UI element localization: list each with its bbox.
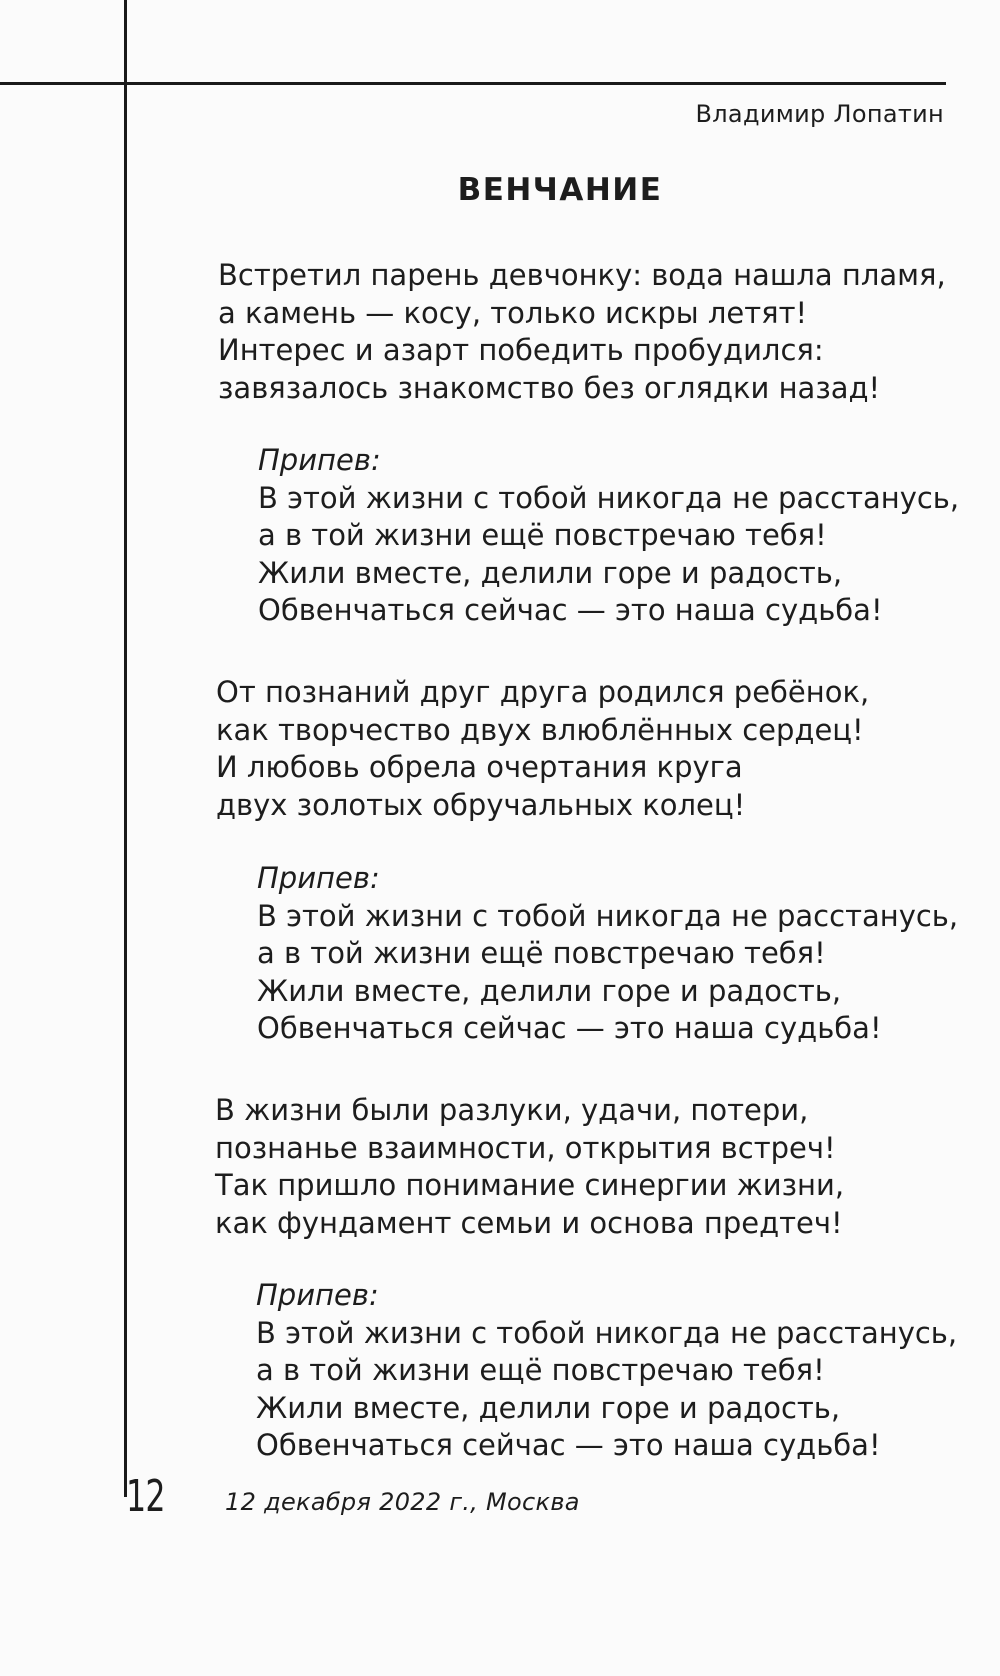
chorus-line: В этой жизни с тобой никогда не расстанусь, xyxy=(258,480,960,515)
chorus-label: Припев: xyxy=(257,861,380,895)
page-number: 12 xyxy=(126,1471,165,1522)
chorus-line: а в той жизни ещё повстречаю тебя! xyxy=(257,936,826,971)
verse-line: В жизни были разлуки, удачи, потери, xyxy=(215,1093,809,1127)
chorus-line: а в той жизни ещё повстречаю тебя! xyxy=(258,518,827,553)
chorus-3 xyxy=(256,1277,957,1465)
vertical-margin-rule xyxy=(124,0,127,1497)
poem-title: ВЕНЧАНИЕ xyxy=(457,172,663,208)
chorus-label: Припев: xyxy=(256,1278,379,1312)
chorus-line: Жили вместе, делили горе и радость, xyxy=(258,555,843,590)
verse-line: Интерес и азарт победить пробудился: xyxy=(218,333,824,368)
chorus-line: Обвенчаться сейчас — это наша судьба! xyxy=(256,1428,881,1463)
verse-line: познанье взаимности, открытия встреч! xyxy=(215,1130,836,1165)
verse-line: как творчество двух влюблённых сердец! xyxy=(216,712,864,747)
chorus-label: Припев: xyxy=(258,443,381,477)
verse-2 xyxy=(216,674,869,824)
verse-3 xyxy=(215,1092,844,1242)
chorus-line: В этой жизни с тобой никогда не расстанусь, xyxy=(257,898,959,933)
chorus-line: В этой жизни с тобой никогда не расстанусь, xyxy=(256,1315,958,1350)
verse-line: а камень — косу, только искры летят! xyxy=(218,295,808,330)
chorus-line: Обвенчаться сейчас — это наша судьба! xyxy=(258,593,883,628)
verse-line: как фундамент семьи и основа предтеч! xyxy=(215,1205,843,1240)
chorus-line: а в той жизни ещё повстречаю тебя! xyxy=(256,1353,825,1388)
verse-line: От познаний друг друга родился ребёнок, xyxy=(216,675,870,709)
verse-line: Встретил парень девчонку: вода нашла пламя, xyxy=(218,258,946,292)
verse-line: двух золотых обручальных колец! xyxy=(216,787,746,822)
chorus-line: Жили вместе, делили горе и радость, xyxy=(256,1390,841,1425)
chorus-line: Жили вместе, делили горе и радость, xyxy=(257,973,842,1008)
chorus-1 xyxy=(258,442,959,630)
verse-line: завязалось знакомство без оглядки назад! xyxy=(218,370,881,405)
poem-dateline: 12 декабря 2022 г., Москва xyxy=(225,1488,580,1516)
chorus-2 xyxy=(257,860,958,1048)
chorus-line: Обвенчаться сейчас — это наша судьба! xyxy=(257,1011,882,1046)
verse-line: Так пришло понимание синергии жизни, xyxy=(215,1168,845,1203)
running-head-author: Владимир Лопатин xyxy=(695,100,944,128)
horizontal-header-rule xyxy=(0,82,946,85)
verse-line: И любовь обрела очертания круга xyxy=(216,750,743,785)
verse-1 xyxy=(218,257,946,407)
